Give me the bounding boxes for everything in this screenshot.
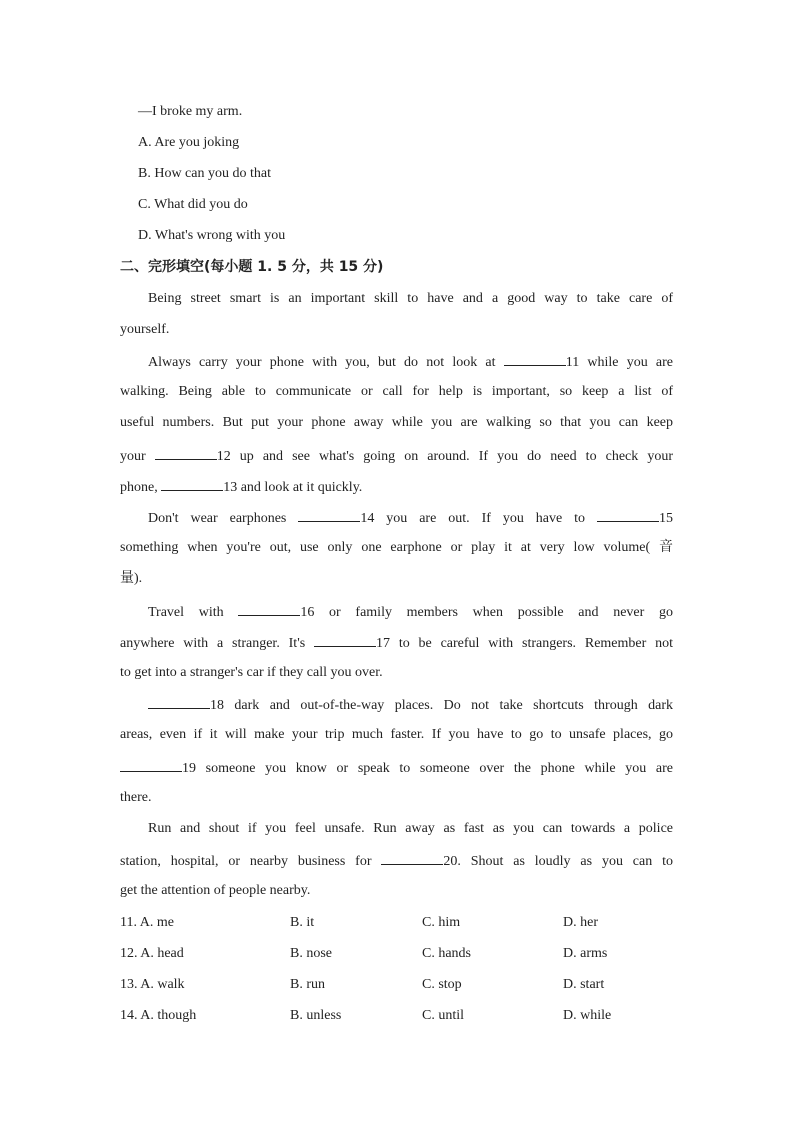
answer-11-d: D. her [563, 915, 598, 930]
blank-20[interactable] [381, 850, 443, 865]
answer-13-d: D. start [563, 977, 605, 992]
blank-13[interactable] [161, 476, 223, 491]
blank-16[interactable] [238, 601, 300, 616]
passage-line: there. [120, 790, 152, 805]
blank-17[interactable] [314, 632, 376, 647]
option-b: B. How can you do that [138, 166, 271, 181]
answer-11-c: C. him [422, 915, 461, 930]
blank-15[interactable] [597, 507, 659, 522]
passage-line: Don't wear earphones 14 you are out. If you have to 15 [148, 507, 673, 529]
passage-line: something when you're out, use only one earphone or play it at very low volume( 音 [120, 540, 673, 555]
blank-11[interactable] [504, 351, 566, 366]
passage-line: Run and shout if you feel unsafe. Run away as fast as you can towards a police [148, 821, 673, 836]
answer-14-b: B. unless [290, 1008, 342, 1023]
answer-11-b: B. it [290, 915, 315, 930]
answer-13-b: B. run [290, 977, 325, 992]
passage-line: walking. Being able to communicate or call for help is important, so keep a list of [120, 384, 673, 399]
answer-14-a: 14. A. though [120, 1008, 197, 1023]
passage-line: Travel with 16 or family members when possible and never go [148, 601, 673, 623]
passage-line: 18 dark and out-of-the-way places. Do not take shortcuts through dark [148, 694, 673, 716]
option-d: D. What's wrong with you [138, 228, 286, 243]
answer-12-d: D. arms [563, 946, 608, 961]
option-c: C. What did you do [138, 197, 248, 212]
answer-12-b: B. nose [290, 946, 332, 961]
blank-18[interactable] [148, 694, 210, 709]
answer-13-a: 13. A. walk [120, 977, 185, 992]
passage-line: to get into a stranger's car if they call you over. [120, 665, 383, 680]
passage-line: anywhere with a stranger. It's 17 to be careful with strangers. Remember not [120, 632, 673, 654]
blank-19[interactable] [120, 757, 182, 772]
passage-line: areas, even if it will make your trip much faster. If you have to go to unsafe places, go [120, 727, 673, 742]
section-title: 二、完形填空(每小题 1. 5 分，共 15 分) [120, 259, 384, 275]
answer-12-a: 12. A. head [120, 946, 184, 961]
passage-line: your 12 up and see what's going on around. If you do need to check your [120, 445, 673, 467]
blank-14[interactable] [298, 507, 360, 522]
blank-12[interactable] [155, 445, 217, 460]
passage-line: useful numbers. But put your phone away while you are walking so that you can keep [120, 415, 673, 430]
passage-line: yourself. [120, 322, 170, 337]
passage-line: 量). [120, 571, 143, 586]
passage-line: phone, 13 and look at it quickly. [120, 476, 362, 498]
dialogue-response: —I broke my arm. [138, 104, 243, 119]
answer-14-d: D. while [563, 1008, 612, 1023]
option-a: A. Are you joking [138, 135, 240, 150]
answer-12-c: C. hands [422, 946, 471, 961]
answer-14-c: C. until [422, 1008, 465, 1023]
passage-line: 19 someone you know or speak to someone over the phone while you are [120, 757, 673, 779]
passage-line: Being street smart is an important skill to have and a good way to take care of [148, 291, 673, 306]
answer-13-c: C. stop [422, 977, 462, 992]
passage-line: Always carry your phone with you, but do not look at 11 while you are [148, 351, 673, 373]
passage-line: station, hospital, or nearby business for 20. Shout as loudly as you can to [120, 850, 673, 872]
answer-11-a: 11. A. me [120, 915, 174, 930]
passage-line: get the attention of people nearby. [120, 883, 311, 898]
